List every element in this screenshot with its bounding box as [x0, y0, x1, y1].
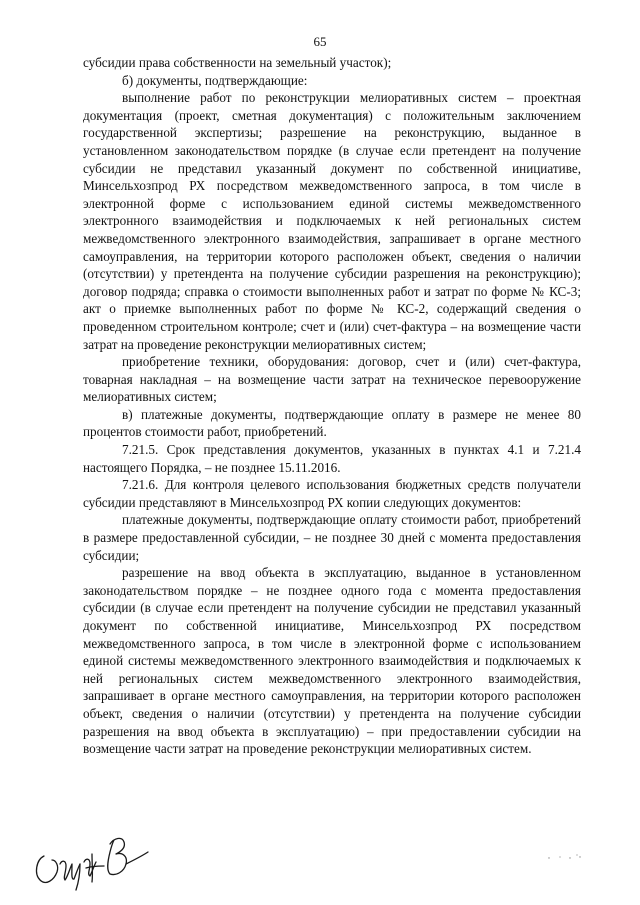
paragraph: приобретение техники, оборудования: договор, счет и (или) счет-фактура, товарная накладная – на возмещение части затрат на техническое перевооружение мелиоративных систем;	[83, 354, 581, 405]
page-number: 65	[313, 34, 327, 49]
paragraph: субсидии права собственности на земельный участок);	[83, 55, 392, 70]
paragraph: 7.21.5. Срок представления документов, указанных в пунктах 4.1 и 7.21.4 настоящего Порядка, – не позднее 15.11.2016.	[83, 442, 581, 475]
paragraph: 7.21.6. Для контроля целевого использования бюджетных средств получатели субсидии представляют в Минсельхозпрод РХ копии следующих документов:	[83, 477, 581, 510]
scan-specks	[546, 852, 586, 862]
handwritten-signature	[30, 830, 160, 892]
paragraph: б) документы, подтверждающие:	[122, 72, 308, 88]
paragraph: разрешение на ввод объекта в эксплуатацию, выданное в установленном законодательством порядке – не позднее одного года с момента предоставления субсидии (в случае если претендент на получение субсидии не представил указанный документ по собственной инициативе, Минсельхозпрод РХ посредством межведомственного запроса, в том числе в электронной форме с использованием единой системы межведомственного электронного взаимодействия и подключаемых к ней региональных систем межведомственного электронного взаимодействия, запрашивает в органе местного самоуправления, на территории которого расположен объект, сведения о наличии (отсутствии) у претендента на получение субсидии разрешения на ввод объекта в эксплуатацию) – при предоставлении субсидии на возмещение части затрат на проведение реконструкции мелиоративных систем.	[83, 565, 581, 757]
paragraph: выполнение работ по реконструкции мелиоративных систем – проектная документация (проект, сметная документация) с положительным заключением государственной экспертизы; разрешение на реконструкцию, выданное в установленном законодательством порядке (в случае если претендент на получение субсидии не представил указанный документ по собственной инициативе, Минсельхозпрод РХ посредством межведомственного запроса, в том числе в электронной форме с использованием единой системы межведомственного электронного взаимодействия и подключаемых к ней региональных систем межведомственного электронного взаимодействия, запрашивает в органе местного самоуправления, на территории которого расположен объект, сведения о наличии (отсутствии) у претендента на получение субсидии разрешения на реконструкцию); договор подряда; справка о стоимости выполненных работ и затрат по форме № КС-3; акт о приемке выполненных работ по форме № КС-2, содержащий сведения о проведенном строительном контроле; счет и (или) счет-фактура – на возмещение части затрат на проведение реконструкции мелиоративных систем;	[83, 90, 581, 352]
paragraph: в) платежные документы, подтверждающие оплату в размере не менее 80 процентов стоимости работ, приобретений.	[83, 406, 581, 440]
document-body	[83, 54, 581, 758]
paragraph: платежные документы, подтверждающие оплату стоимости работ, приобретений в размере предоставленной субсидии, – не позднее 30 дней с момента предоставления субсидии;	[83, 512, 581, 563]
